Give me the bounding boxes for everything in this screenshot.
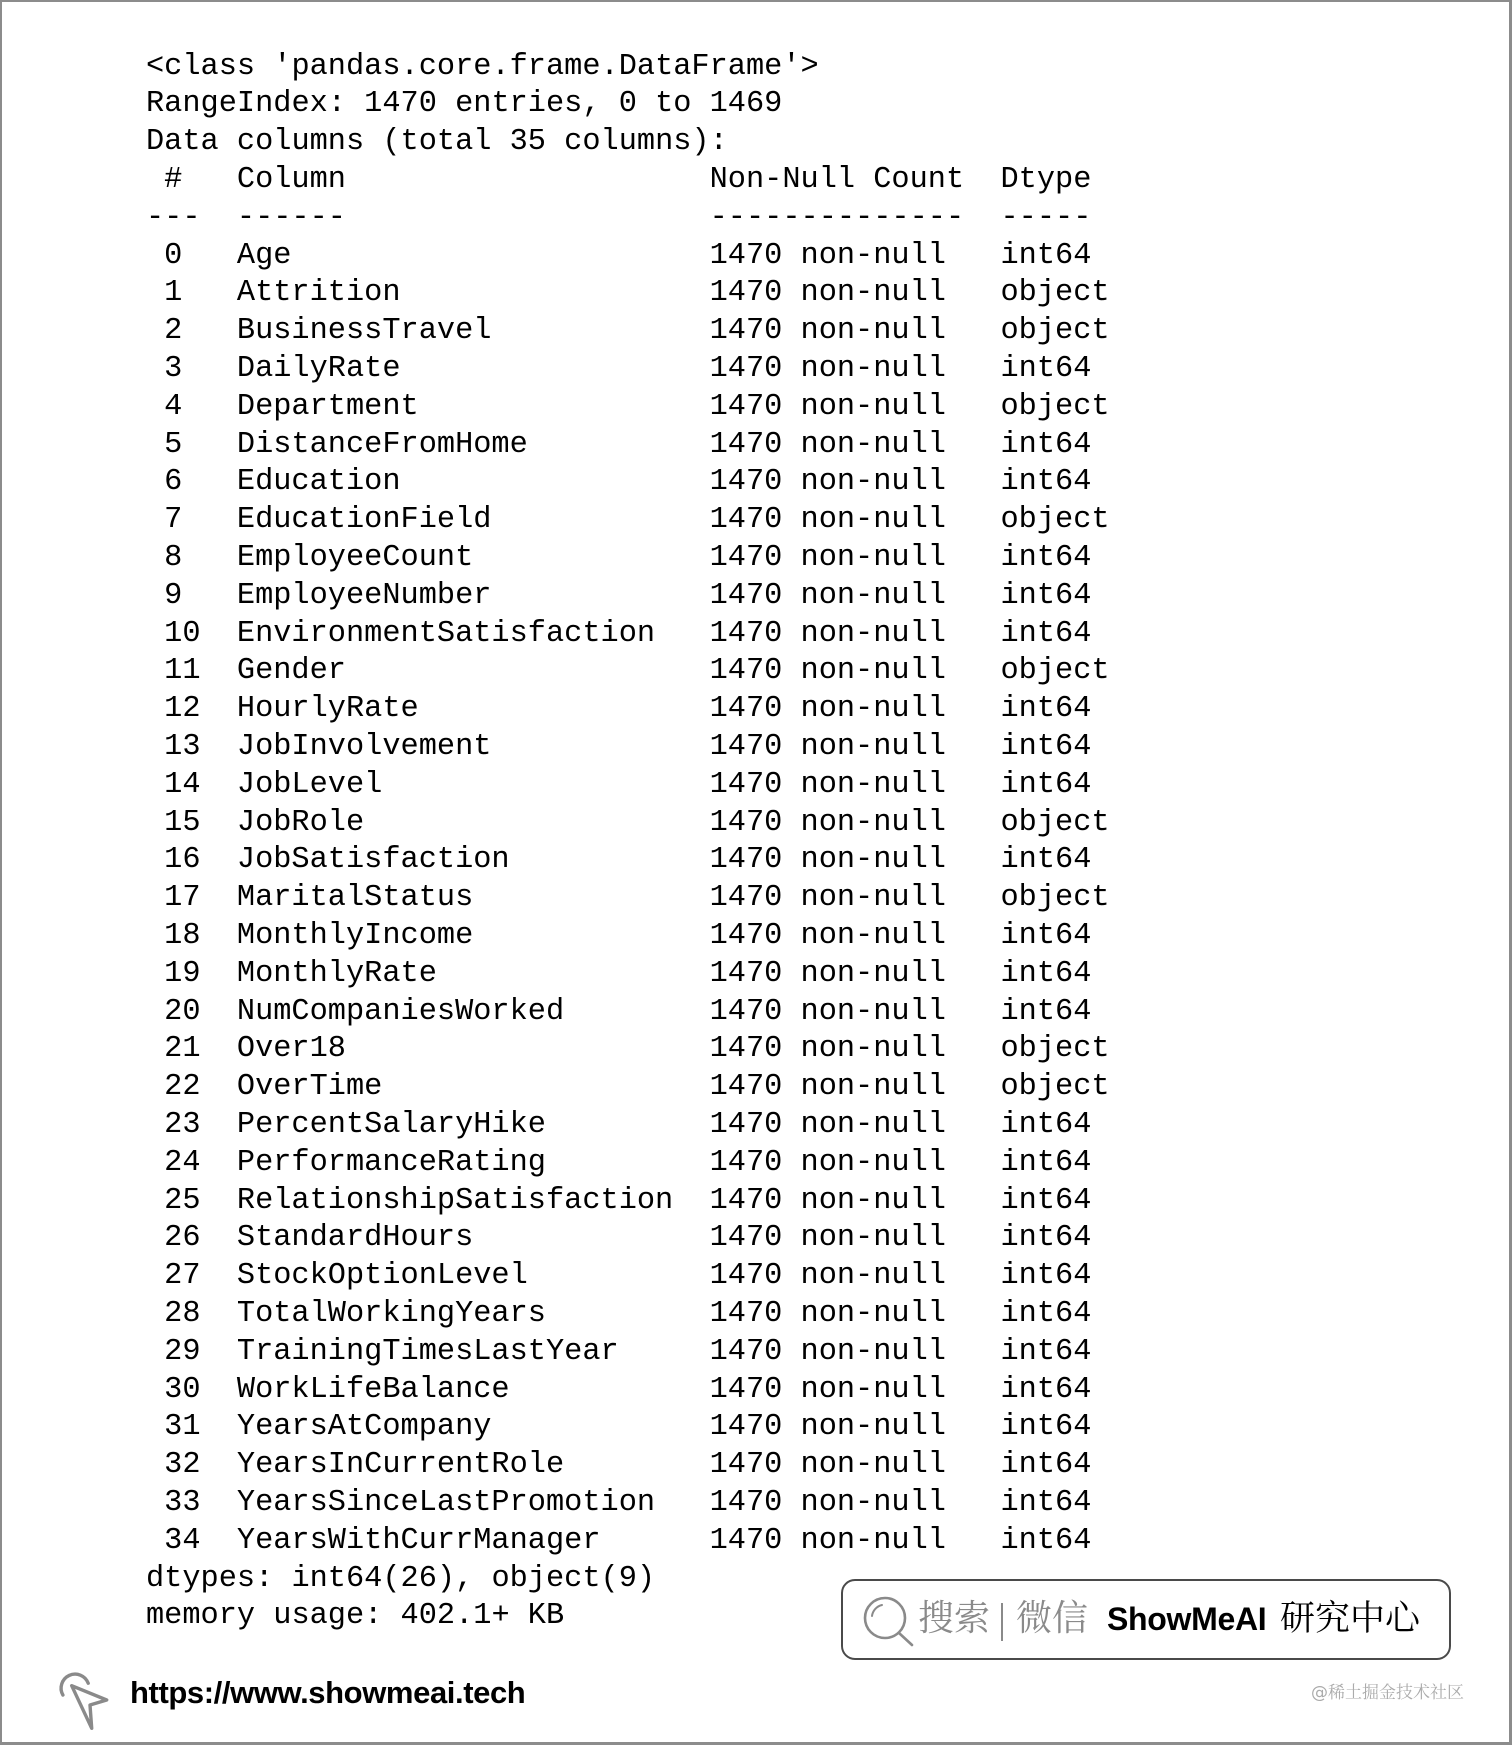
table-row (146, 1409, 1146, 1447)
row-count: 1470 non-null (709, 730, 946, 765)
row-index: 32 (164, 1448, 201, 1483)
row-count: 1470 non-null (709, 1485, 946, 1520)
row-column: DistanceFromHome (236, 427, 528, 462)
table-row (146, 578, 1146, 616)
row-column: MonthlyRate (236, 956, 437, 991)
brand-name: ShowMeAI (1107, 1601, 1267, 1637)
row-dtype: object (1000, 1070, 1110, 1105)
row-count: 1470 non-null (709, 1410, 946, 1445)
row-index: 19 (164, 956, 201, 991)
row-count: 1470 non-null (709, 276, 946, 311)
row-column: YearsAtCompany (236, 1410, 492, 1445)
row-dtype: int64 (1000, 1145, 1092, 1180)
table-row (146, 805, 1146, 843)
row-column: RelationshipSatisfaction (236, 1183, 674, 1218)
row-dtype: object (1000, 805, 1110, 840)
row-dtype: int64 (1000, 1108, 1092, 1142)
table-row (146, 1372, 1146, 1410)
row-column: StandardHours (236, 1221, 474, 1256)
search-icon (860, 1594, 916, 1650)
table-row (146, 691, 1146, 729)
row-index: 14 (164, 767, 201, 802)
row-index: 28 (164, 1296, 201, 1331)
row-count: 1470 non-null (709, 1334, 946, 1369)
dataframe-info-output (146, 49, 1146, 1636)
row-dtype: int64 (1000, 1523, 1092, 1558)
memory-usage: memory usage: 402.1+ KB (146, 1599, 565, 1634)
row-index: 11 (164, 654, 201, 689)
header-column: Column (236, 163, 346, 198)
table-row (146, 427, 1146, 465)
row-count: 1470 non-null (709, 1108, 946, 1142)
row-index: 27 (164, 1259, 201, 1294)
row-index: 2 (164, 314, 183, 349)
row-count: 1470 non-null (709, 427, 946, 462)
row-count: 1470 non-null (709, 1296, 946, 1331)
row-index: 15 (164, 805, 201, 840)
row-count: 1470 non-null (709, 352, 946, 387)
row-column: EmployeeCount (236, 541, 474, 576)
row-column: BusinessTravel (236, 314, 492, 349)
row-index: 0 (164, 238, 183, 273)
row-count: 1470 non-null (709, 541, 946, 576)
table-row (146, 1183, 1146, 1221)
row-dtype: int64 (1000, 1372, 1092, 1407)
row-count: 1470 non-null (709, 1221, 946, 1256)
table-separator (146, 200, 1146, 238)
table-row (146, 502, 1146, 540)
table-row (146, 994, 1146, 1032)
row-index: 29 (164, 1334, 201, 1369)
row-count: 1470 non-null (709, 616, 946, 651)
row-column: StockOptionLevel (236, 1259, 528, 1294)
table-row (146, 653, 1146, 691)
table-row (146, 729, 1146, 767)
table-row (146, 1107, 1146, 1145)
row-index: 17 (164, 881, 201, 916)
table-row (146, 1296, 1146, 1334)
table-row (146, 313, 1146, 351)
row-column: NumCompaniesWorked (236, 994, 565, 1029)
table-row (146, 1334, 1146, 1372)
row-count: 1470 non-null (709, 1372, 946, 1407)
row-column: Age (236, 238, 292, 273)
row-count: 1470 non-null (709, 1259, 946, 1294)
row-dtype: int64 (1000, 238, 1092, 273)
row-index: 20 (164, 994, 201, 1029)
row-column: OverTime (236, 1070, 383, 1105)
separator-count: -------------- (709, 200, 965, 235)
row-index: 3 (164, 352, 183, 387)
table-row (146, 1523, 1146, 1561)
table-row (146, 351, 1146, 389)
row-dtype: int64 (1000, 541, 1092, 576)
table-row (146, 464, 1146, 502)
row-dtype: int64 (1000, 1485, 1092, 1520)
row-dtype: int64 (1000, 578, 1092, 613)
row-index: 9 (164, 578, 183, 613)
row-count: 1470 non-null (709, 314, 946, 349)
header-count: Non-Null Count (709, 163, 965, 198)
row-count: 1470 non-null (709, 1032, 946, 1067)
table-row (146, 1069, 1146, 1107)
row-dtype: object (1000, 881, 1110, 916)
row-dtype: int64 (1000, 427, 1092, 462)
row-column: JobLevel (236, 767, 383, 802)
dtypes-summary: dtypes: int64(26), object(9) (146, 1561, 656, 1596)
row-column: JobSatisfaction (236, 843, 510, 878)
table-row (146, 1258, 1146, 1296)
cursor-click-icon (50, 1665, 120, 1730)
row-index: 10 (164, 616, 201, 651)
row-index: 33 (164, 1485, 201, 1520)
row-count: 1470 non-null (709, 1448, 946, 1483)
search-label: 搜索 (918, 1598, 991, 1639)
row-count: 1470 non-null (709, 1183, 946, 1218)
row-index: 24 (164, 1145, 201, 1180)
row-column: TotalWorkingYears (236, 1296, 546, 1331)
row-count: 1470 non-null (709, 503, 946, 538)
row-index: 1 (164, 276, 183, 311)
row-dtype: int64 (1000, 692, 1092, 727)
row-index: 30 (164, 1372, 201, 1407)
row-index: 5 (164, 427, 183, 462)
row-index: 21 (164, 1032, 201, 1067)
row-index: 8 (164, 541, 183, 576)
row-index: 16 (164, 843, 201, 878)
brand-suffix: 研究中心 (1280, 1599, 1421, 1639)
row-column: DailyRate (236, 352, 401, 387)
row-count: 1470 non-null (709, 956, 946, 991)
row-column: YearsInCurrentRole (236, 1448, 565, 1483)
row-count: 1470 non-null (709, 1145, 946, 1180)
row-column: Over18 (236, 1032, 346, 1067)
table-row (146, 389, 1146, 427)
table-row (146, 540, 1146, 578)
banner-divider (1001, 1603, 1003, 1641)
row-column: PercentSalaryHike (236, 1108, 546, 1142)
row-dtype: object (1000, 654, 1110, 689)
row-count: 1470 non-null (709, 881, 946, 916)
row-column: Gender (236, 654, 346, 689)
row-count: 1470 non-null (709, 1070, 946, 1105)
row-dtype: int64 (1000, 1221, 1092, 1256)
row-dtype: int64 (1000, 1410, 1092, 1445)
row-column: JobInvolvement (236, 730, 492, 765)
row-dtype: int64 (1000, 352, 1092, 387)
table-row (146, 767, 1146, 805)
separator-column: ------ (236, 200, 346, 235)
row-index: 6 (164, 465, 183, 500)
row-column: Education (236, 465, 401, 500)
row-column: WorkLifeBalance (236, 1372, 510, 1407)
row-count: 1470 non-null (709, 805, 946, 840)
table-header (146, 162, 1146, 200)
row-column: YearsSinceLastPromotion (236, 1485, 656, 1520)
row-column: Attrition (236, 276, 401, 311)
row-index: 25 (164, 1183, 201, 1218)
row-count: 1470 non-null (709, 1523, 946, 1558)
row-index: 4 (164, 389, 183, 424)
class-line: <class 'pandas.core.frame.DataFrame'> (146, 49, 819, 84)
header-dtype: Dtype (1000, 163, 1092, 198)
row-dtype: int64 (1000, 767, 1092, 802)
row-dtype: object (1000, 389, 1110, 424)
row-dtype: int64 (1000, 1296, 1092, 1331)
table-row (146, 238, 1146, 276)
row-index: 22 (164, 1070, 201, 1105)
row-dtype: int64 (1000, 956, 1092, 991)
row-count: 1470 non-null (709, 843, 946, 878)
row-count: 1470 non-null (709, 767, 946, 802)
footer-credit: @稀土掘金技术社区 (1311, 1683, 1464, 1703)
row-index: 34 (164, 1523, 201, 1558)
table-row (146, 1145, 1146, 1183)
table-row (146, 1031, 1146, 1069)
table-row (146, 1485, 1146, 1523)
row-count: 1470 non-null (709, 919, 946, 954)
row-count: 1470 non-null (709, 654, 946, 689)
row-dtype: int64 (1000, 465, 1092, 500)
wechat-search-banner (841, 1579, 1451, 1660)
row-column: MaritalStatus (236, 881, 474, 916)
row-count: 1470 non-null (709, 692, 946, 727)
row-column: JobRole (236, 805, 365, 840)
row-column: EnvironmentSatisfaction (236, 616, 656, 651)
row-index: 13 (164, 730, 201, 765)
row-count: 1470 non-null (709, 389, 946, 424)
wechat-label: 微信 (1016, 1598, 1089, 1639)
row-dtype: object (1000, 276, 1110, 311)
row-dtype: int64 (1000, 1334, 1092, 1369)
data-columns-line: Data columns (total 35 columns): (146, 125, 728, 160)
row-index: 23 (164, 1108, 201, 1142)
row-column: EducationField (236, 503, 492, 538)
row-dtype: object (1000, 314, 1110, 349)
row-column: HourlyRate (236, 692, 419, 727)
row-column: Department (236, 389, 419, 424)
table-row (146, 956, 1146, 994)
row-count: 1470 non-null (709, 238, 946, 273)
row-count: 1470 non-null (709, 578, 946, 613)
row-dtype: int64 (1000, 919, 1092, 954)
row-column: PerformanceRating (236, 1145, 546, 1180)
row-dtype: int64 (1000, 994, 1092, 1029)
row-index: 12 (164, 692, 201, 727)
row-column: YearsWithCurrManager (236, 1523, 601, 1558)
separator-dtype: ----- (1000, 200, 1092, 235)
table-row (146, 1220, 1146, 1258)
row-index: 7 (164, 503, 183, 538)
row-index: 31 (164, 1410, 201, 1445)
row-index: 26 (164, 1221, 201, 1256)
row-dtype: int64 (1000, 1183, 1092, 1218)
row-count: 1470 non-null (709, 465, 946, 500)
row-dtype: int64 (1000, 1448, 1092, 1483)
table-row (146, 616, 1146, 654)
row-index: 18 (164, 919, 201, 954)
table-row (146, 880, 1146, 918)
row-dtype: object (1000, 503, 1110, 538)
row-count: 1470 non-null (709, 994, 946, 1029)
row-dtype: int64 (1000, 730, 1092, 765)
range-index-line: RangeIndex: 1470 entries, 0 to 1469 (146, 87, 783, 122)
row-dtype: int64 (1000, 616, 1092, 651)
header-index: # (164, 163, 183, 198)
row-dtype: int64 (1000, 843, 1092, 878)
row-column: MonthlyIncome (236, 919, 474, 954)
table-row (146, 275, 1146, 313)
row-column: EmployeeNumber (236, 578, 492, 613)
row-column: TrainingTimesLastYear (236, 1334, 619, 1369)
row-dtype: int64 (1000, 1259, 1092, 1294)
table-row (146, 842, 1146, 880)
footer-url: https://www.showmeai.tech (130, 1675, 526, 1710)
table-row (146, 1447, 1146, 1485)
row-dtype: object (1000, 1032, 1110, 1067)
table-row (146, 918, 1146, 956)
separator-index: --- (146, 200, 201, 235)
